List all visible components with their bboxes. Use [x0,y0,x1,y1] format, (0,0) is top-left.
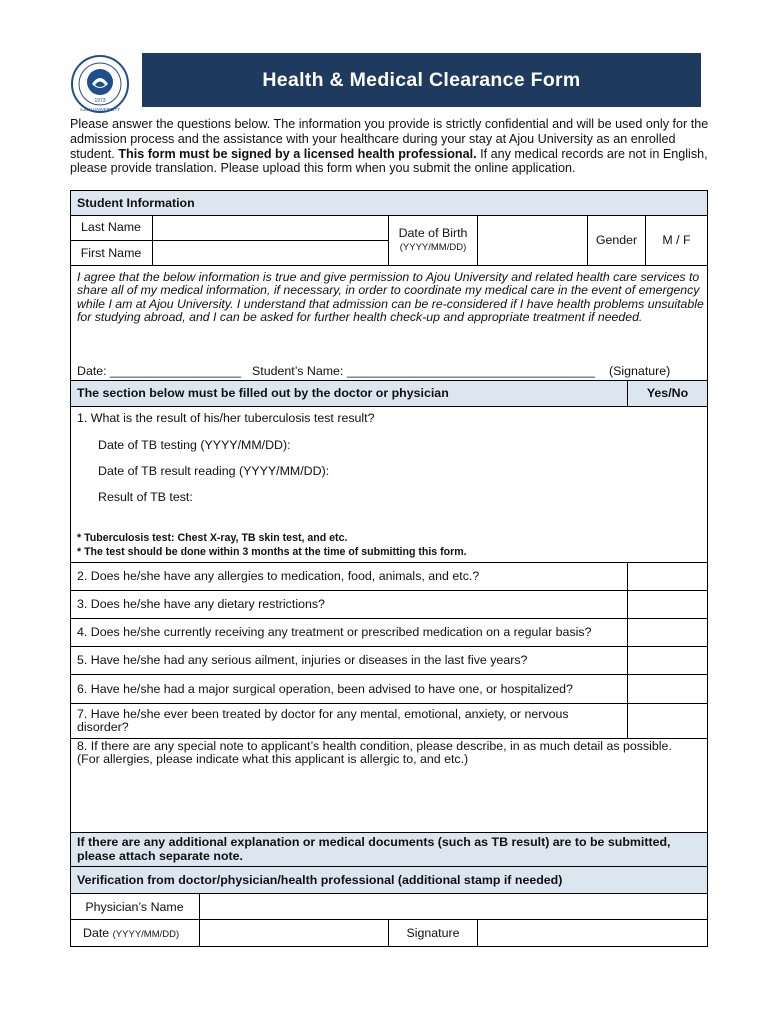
doctor-section-title: The section below must be filled out by the doctor or physician [77,386,449,400]
question-3: 3. Does he/she have any dietary restrictions? [77,597,325,611]
question-2: 2. Does he/she have any allergies to medication, food, animals, and etc.? [77,569,480,583]
answer-4-cell[interactable] [628,619,707,646]
question-7-line-2: disorder? [77,720,129,734]
tb-result: Result of TB test: [98,490,193,504]
answer-6-cell[interactable] [628,675,707,703]
question-7-line-1: 7. Have he/she ever been treated by doctor for any mental, emotional, anxiety, or nervous [77,707,569,721]
student-section-title: Student Information [77,196,195,210]
svg-text:AJOU UNIVERSITY: AJOU UNIVERSITY [79,107,121,112]
answer-2-cell[interactable] [628,563,707,590]
form-title: Health & Medical Clearance Form [262,68,581,91]
gender-label: Gender [595,233,638,247]
first-name-label: First Name [80,246,142,260]
tb-reading-date: Date of TB result reading (YYYY/MM/DD): [98,464,330,478]
ajou-university-logo [70,54,130,114]
gender-options[interactable]: M / F [662,233,691,247]
student-name-line[interactable]: Student’s Name: ____________________________________ [252,364,595,378]
physician-name-label: Physician’s Name [85,900,184,914]
verification-date-text: Date [83,926,110,940]
additional-line-1: If there are any additional explanation or medical documents (such as TB result) are to be submitted, [77,835,671,849]
svg-text:1973: 1973 [94,98,106,104]
verification-date-format: (YYYY/MM/DD) [112,929,180,940]
answer-5-cell[interactable] [628,647,707,674]
intro-paragraph [70,117,710,176]
signature-cell-label: Signature [406,926,460,940]
question-6: 6. Have he/she had a major surgical operation, been advised to have one, or hospitalized? [77,682,573,696]
physician-signature-field[interactable] [478,920,707,946]
tb-note-2: * The test should be done within 3 months at the time of submitting this form. [77,546,467,558]
form-title-banner [142,53,701,107]
intro-text-1: Please answer the questions below. The information you provide is strictly confidential and will be used only for the admission process and the assistance with your healthcare during your stay at Ajou University as an enrolled student. [70,117,709,161]
dob-format: (YYYY/MM/DD) [399,242,467,253]
last-name-field[interactable] [153,216,388,240]
signature-label: (Signature) [609,364,671,378]
consent-statement: I agree that the below information is true and give permission to Ajou University and related health care services to share all of my medical information, if necessary, in order to coordinate my medical care in the event of emergency while I am at Ajou University. I understand that admission can be re-considered if I have health problems unsuitable for studying abroad, and I can be asked for further health check-up and appropriate treatment if needed. [77,270,704,325]
physician-name-field[interactable] [200,894,707,919]
question-1: 1. What is the result of his/her tuberculosis test result? [77,411,375,425]
intro-text-2: If any medical records are not in English, please provide translation. Please upload this form when you submit the online application. [70,146,708,176]
answer-7-cell[interactable] [628,704,707,738]
last-name-label: Last Name [81,220,141,234]
tb-note-1: * Tuberculosis test: Chest X-ray, TB skin test, and etc. [77,532,348,544]
additional-line-2: please attach separate note. [77,849,243,863]
question-4: 4. Does he/she currently receiving any treatment or prescribed medication on a regular basis? [77,625,592,639]
consent-date-line[interactable]: Date: ___________________ [77,364,241,378]
verification-title: Verification from doctor/physician/health professional (additional stamp if needed) [77,873,563,887]
tb-testing-date: Date of TB testing (YYYY/MM/DD): [98,438,291,452]
dob-field[interactable] [478,216,587,265]
question-5: 5. Have he/she had any serious ailment, injuries or diseases in the last five years? [77,653,528,667]
question-8-line-2: (For allergies, please indicate what this applicant is allergic to, and etc.) [77,752,469,766]
yes-no-header: Yes/No [646,386,689,400]
answer-3-cell[interactable] [628,591,707,618]
special-note-field[interactable] [71,768,707,832]
verification-date-field[interactable] [200,920,388,946]
first-name-field[interactable] [153,241,388,265]
verification-date-label [83,926,179,942]
intro-bold-text: This form must be signed by a licensed health professional. [118,146,477,161]
dob-label: Date of Birth [398,226,468,240]
question-8-line-1: 8. If there are any special note to applicant’s health condition, please describe, in as much detail as possible. [77,739,672,753]
